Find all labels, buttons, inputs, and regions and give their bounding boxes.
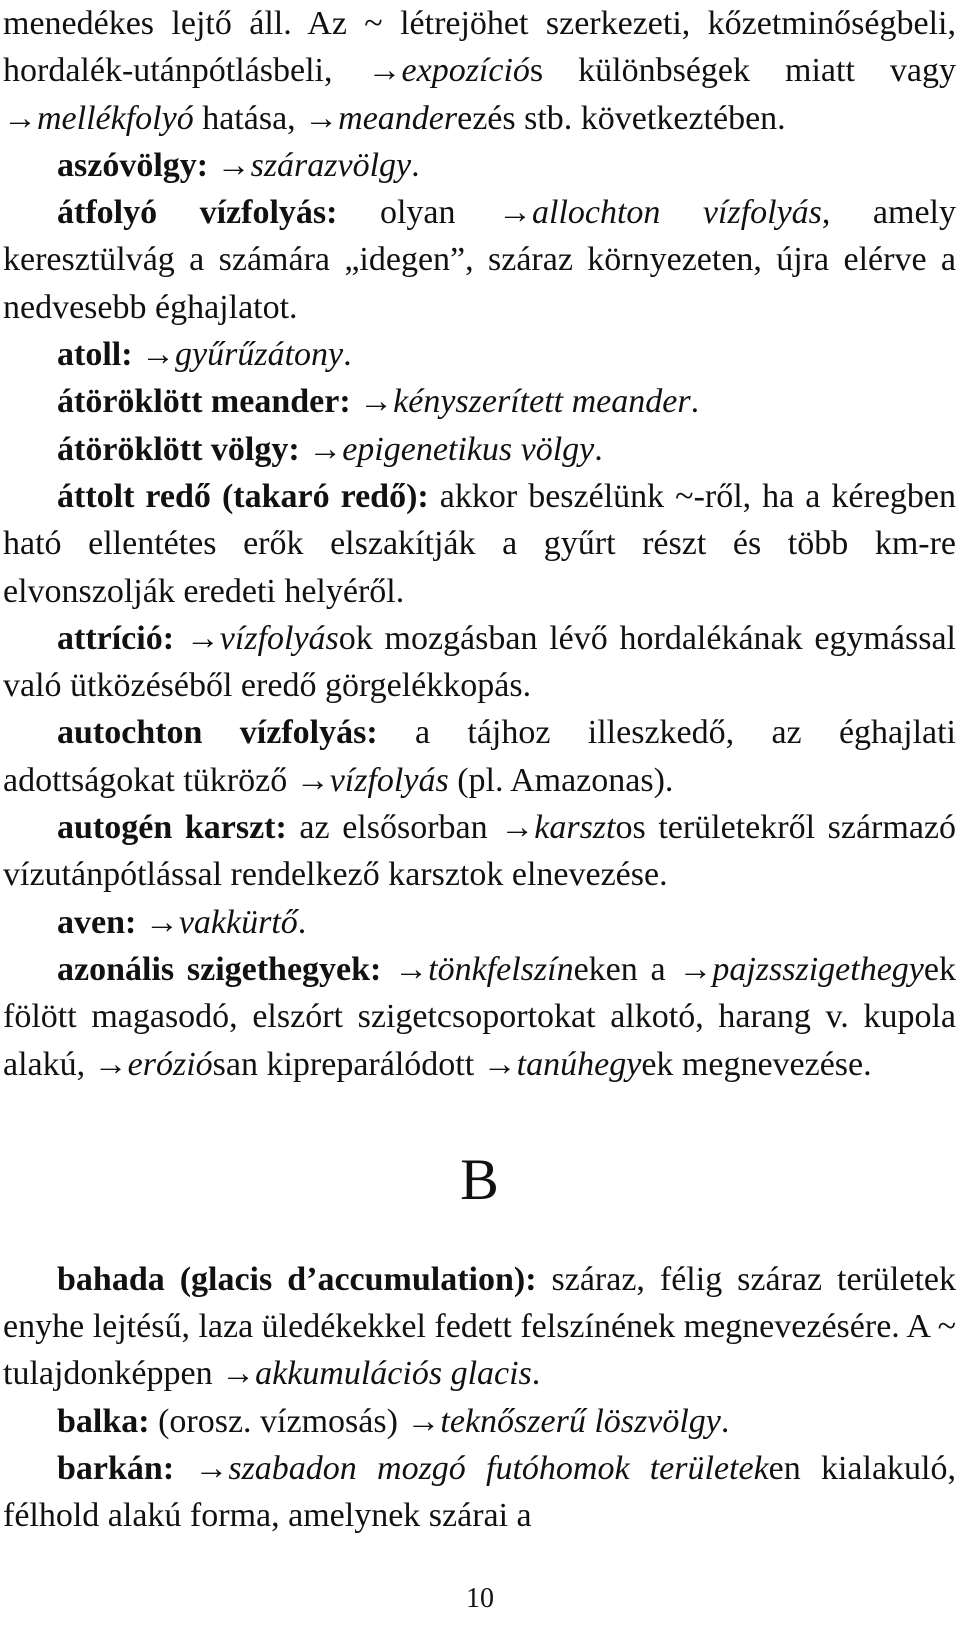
- glossary-text: [3, 0, 956, 1540]
- entry-aven: aven: →vakkürtő.: [57, 903, 307, 941]
- entry-attricio: attríció: →vízfolyások mozgásban lévő hordalékának egymással való ütközéséből eredő görgelékkopás.: [3, 619, 957, 705]
- entry-atfolyo-vizfolyas: átfolyó vízfolyás: olyan →allochton vízfolyás, amely keresztülvág a számára „idegen”, száraz környezeten, újra elérve a nedvesebb éghajlatot.: [3, 194, 956, 326]
- entry-bahada: bahada (glacis d’accumulation): száraz, félig száraz területek enyhe lejtésű, laza üledékekkel fedett felszínének megnevezésére. A ~ tulajdonképpen →akkumulációs glacis.: [3, 1260, 956, 1393]
- entry-barkan: barkán: →szabadon mozgó futóhomok területeken kialakuló, félhold alakú forma, amelynek szárai a: [3, 1450, 956, 1535]
- glossary-entries-b: [3, 1256, 956, 1540]
- entry-atoroklott-volgy: átöröklött völgy: →epigenetikus völgy.: [57, 430, 603, 468]
- entry-atoroklott-meander: átöröklött meander: →kényszerített meander.: [57, 383, 700, 421]
- section-letter: B: [460, 1146, 499, 1212]
- entry-autochton-vizfolyas: autochton vízfolyás: a tájhoz illeszkedő, az éghajlati adottságokat tükröző →vízfolyás (pl. Amazonas).: [3, 714, 957, 799]
- glossary-entries-a: [3, 0, 956, 1088]
- entry-balka: balka: (orosz. vízmosás) →teknőszerű löszvölgy.: [57, 1402, 730, 1440]
- entry-autogen-karszt: autogén karszt: az elsősorban →karsztos területekről származó vízutánpótlással rendelkező karsztok elnevezése.: [3, 809, 956, 894]
- entry-cont: menedékes lejtő áll. Az ~ létrejöhet szerkezeti, kőzetminőségbeli, hordalék-utánpótlásbeli, →expozíciós különbségek miatt vagy →mellékfolyó hatása, →meanderezés stb. következtében.: [3, 5, 956, 137]
- page-number: 10: [466, 1583, 494, 1614]
- entry-attolt-redo: áttolt redő (takaró redő): akkor beszélünk ~-ről, ha a kéregben ható ellentétes erők elszakítják a gyűrt részt és több km-re elvonszolják eredeti helyéről.: [3, 477, 957, 610]
- entry-atoll: atoll: →gyűrűzátony.: [57, 336, 352, 374]
- entry-azonalis-szigethegyek: azonális szigethegyek: →tönkfelszíneken a →pajzsszigethegyek fölött magasodó, elszórt szigetcsoportokat alkotó, harang v. kupola alakú, →eróziósan kipreparálódott →tanúhegyek megnevezése.: [3, 950, 956, 1083]
- entry-aszovolgy: aszóvölgy: →szárazvölgy.: [57, 146, 420, 184]
